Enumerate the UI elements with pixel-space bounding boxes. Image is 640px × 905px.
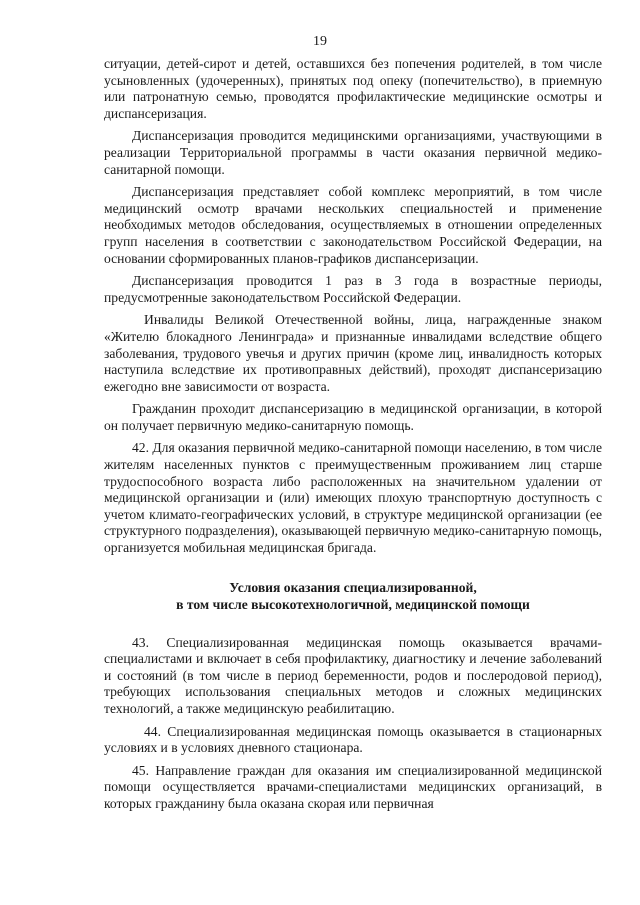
section-heading [104, 579, 602, 613]
document-body [104, 56, 602, 819]
paragraph-item-44: 44. Специализированная медицинская помощь оказывается в стационарных условиях и в условиях дневного стационара. [104, 723, 602, 756]
paragraph-item-43: 43. Специализированная медицинская помощь оказывается врачами-специалистами и включает в себя профилактику, диагностику и лечение заболеваний и состояний (в том числе в период беременности, родов и послеродовой период), требующих использования специальных методов и сложных медицинских технологий, а также медицинскую реабилитацию. [104, 634, 602, 716]
section-heading-line-1: Условия оказания специализированной, [229, 579, 477, 595]
paragraph-item-45: 45. Направление граждан для оказания им специализированной медицинской помощи осуществляется врачами-специалистами медицинских организаций, в которых гражданину была оказана скорая или первичная [104, 762, 602, 811]
page-number: 19 [313, 34, 327, 49]
paragraph-citizen-dispensarization: Гражданин проходит диспансеризацию в медицинской организации, в которой он получает первичную медико-санитарную помощь. [104, 401, 602, 433]
paragraph-dispensarization-frequency: Диспансеризация проводится 1 раз в 3 года в возрастные периоды, предусмотренные законодательством Российской Федерации. [104, 273, 602, 305]
paragraph-item-42: 42. Для оказания первичной медико-санитарной помощи населению, в том числе жителям населенных пунктов с преимущественным проживанием лиц старше трудоспособного возраста либо расположенных на значительном удалении от медицинской организации и (или) имеющих плохую транспортную доступность с учетом климато-географических условий, в структуре медицинской организации (ее структурного подразделения), оказывающей первичную медико-санитарную помощь, организуется мобильная медицинская бригада. [104, 440, 602, 556]
paragraph-continuation: ситуации, детей-сирот и детей, оставшихся без попечения родителей, в том числе усыновленных (удочеренных), принятых под опеку (попечительство), в приемную или патронатную семью, проводятся профилактические медицинские осмотры и диспансеризация. [104, 56, 602, 121]
section-heading-line-2: в том числе высокотехнологичной, медицинской помощи [176, 596, 530, 612]
paragraph-dispensarization-definition: Диспансеризация представляет собой комплекс мероприятий, в том числе медицинский осмотр врачами нескольких специальностей и применение необходимых методов обследования, осуществляемых в отношении определенных групп населения в соответствии с законодательством Российской Федерации, на основании сформированных планов-графиков диспансеризации. [104, 184, 602, 266]
paragraph-war-invalids: Инвалиды Великой Отечественной войны, лица, награжденные знаком «Жителю блокадного Ленинграда» и признанные инвалидами вследствие общего заболевания, трудового увечья и других причин (кроме лиц, инвалидность которых наступила вследствие их противоправных действий), проходят диспансеризацию ежегодно вне зависимости от возраста. [104, 312, 602, 394]
paragraph-dispensarization-organizations: Диспансеризация проводится медицинскими организациями, участвующими в реализации Территориальной программы в части оказания первичной медико-санитарной помощи. [104, 128, 602, 177]
